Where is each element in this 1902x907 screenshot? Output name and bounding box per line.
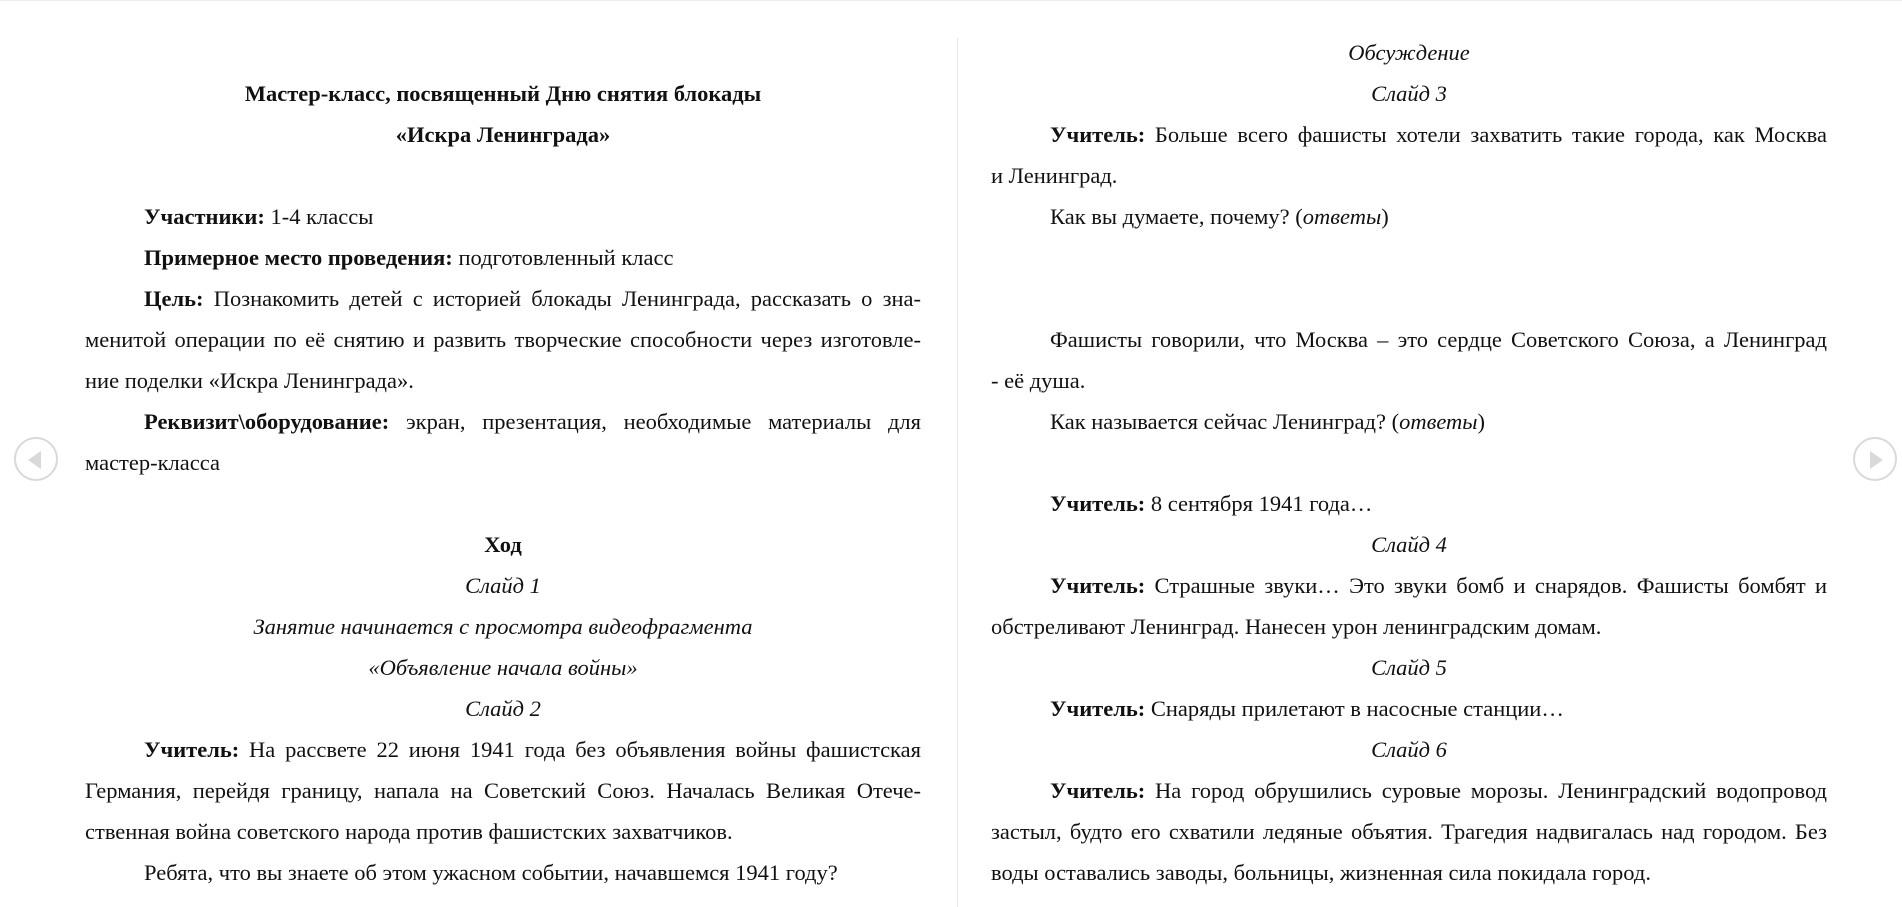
- slide-2-text-1: На рассвете 22 июня 1941 года без объявления войны фашистская: [239, 737, 921, 762]
- slide-4-line-1: [991, 565, 1827, 606]
- slide-6-label: Слайд 6: [1371, 737, 1447, 762]
- chevron-right-icon: [1870, 451, 1883, 469]
- goal-line-2: менитой операции по её снятию и развить творческие способности через изготовле-: [85, 327, 921, 352]
- prev-page-button[interactable]: [14, 437, 58, 481]
- slide-6-line-2: застыл, будто его схватили ледяные объятия. Трагедия надвигалась над городом. Без: [991, 819, 1827, 844]
- slide-6-text-1: На город обрушились суровые морозы. Ленинградский водопровод: [1145, 778, 1827, 803]
- slide-6-line-1: [991, 770, 1827, 811]
- participants-label: Участники:: [144, 204, 265, 229]
- slide-4-text-1: Страшные звуки… Это звуки бомб и снарядов. Фашисты бомбят и: [1145, 573, 1827, 598]
- title-line-1: Мастер-класс, посвященный Дню снятия блокады: [244, 81, 762, 106]
- props-line-1: [85, 401, 921, 442]
- page-divider: [957, 38, 958, 907]
- close-paren: ): [1381, 204, 1389, 229]
- goal-text-1: Познакомить детей с историей блокады Ленинграда, рассказать о зна-: [203, 286, 921, 311]
- slide-2-line-1: [85, 729, 921, 770]
- chevron-left-icon: [28, 451, 41, 469]
- teacher-label: Учитель:: [1050, 491, 1146, 516]
- slide-5-line: [991, 688, 1827, 729]
- next-page-button[interactable]: [1853, 437, 1897, 481]
- venue-label: Примерное место проведения:: [144, 245, 453, 270]
- teacher-label: Учитель:: [1050, 573, 1146, 598]
- venue-line: [85, 237, 921, 278]
- fascists-line-2: - её душа.: [991, 368, 1086, 393]
- teacher-label: Учитель:: [1050, 122, 1146, 147]
- slide-3-text-1: Больше всего фашисты хотели захватить такие города, как Москва: [1145, 122, 1827, 147]
- slide-1-note-2: «Объявление начала войны»: [368, 655, 638, 680]
- name-question: [991, 401, 1827, 442]
- why-question-text: Как вы думаете, почему? (: [1050, 204, 1303, 229]
- slide-4-line-2: обстреливают Ленинград. Нанесен урон ленинградским домам.: [991, 614, 1602, 639]
- slide-1-label: Слайд 1: [465, 573, 541, 598]
- close-paren: ): [1477, 409, 1486, 434]
- slide-2-line-3: ственная война советского народа против фашистских захватчиков.: [85, 819, 733, 844]
- teacher-label: Учитель:: [144, 737, 240, 762]
- props-line-2: мастер-класса: [85, 450, 220, 475]
- discussion-label: Обсуждение: [1348, 40, 1470, 65]
- question-line: Ребята, что вы знаете об этом ужасном событии, начавшемся 1941 году?: [144, 860, 838, 885]
- slide-3-line-1: [991, 114, 1827, 155]
- progress-heading: Ход: [484, 532, 522, 557]
- slide-6-line-3: воды оставались заводы, больницы, жизненная сила покидала город.: [991, 860, 1651, 885]
- slide-1-note-1: Занятие начинается с просмотра видеофрагмента: [253, 614, 753, 639]
- props-label: Реквизит\оборудование:: [144, 409, 390, 434]
- goal-label: Цель:: [144, 286, 204, 311]
- name-question-text: Как называется сейчас Ленинград? (: [1050, 409, 1400, 434]
- why-question: [991, 196, 1827, 237]
- teacher-label: Учитель:: [1050, 696, 1146, 721]
- slide-5-text: Снаряды прилетают в насосные станции…: [1145, 696, 1564, 721]
- goal-line-3: ние поделки «Искра Ленинграда».: [85, 368, 414, 393]
- slide-3-label: Слайд 3: [1371, 81, 1447, 106]
- september-text: 8 сентября 1941 года…: [1145, 491, 1373, 516]
- top-border: [0, 0, 1902, 1]
- slide-2-line-2: Германия, перейдя границу, напала на Советский Союз. Началась Великая Отече-: [85, 778, 921, 803]
- september-line: [991, 483, 1827, 524]
- venue-value: подготовленный класс: [452, 245, 674, 270]
- answers-note: ответы: [1399, 409, 1478, 434]
- title-line-2: «Искра Ленинграда»: [395, 122, 611, 147]
- slide-5-label: Слайд 5: [1371, 655, 1447, 680]
- participants-value: 1-4 классы: [264, 204, 374, 229]
- answers-note: ответы: [1302, 204, 1382, 229]
- teacher-label: Учитель:: [1050, 778, 1146, 803]
- slide-3-line-2: и Ленинград.: [991, 163, 1118, 188]
- goal-line-1: [85, 278, 921, 319]
- fascists-line-1: Фашисты говорили, что Москва – это сердце Советского Союза, а Ленинград: [1050, 327, 1827, 352]
- participants-line: [85, 196, 921, 237]
- slide-4-label: Слайд 4: [1371, 532, 1447, 557]
- props-text-1: экран, презентация, необходимые материалы для: [389, 409, 921, 434]
- slide-2-label: Слайд 2: [465, 696, 541, 721]
